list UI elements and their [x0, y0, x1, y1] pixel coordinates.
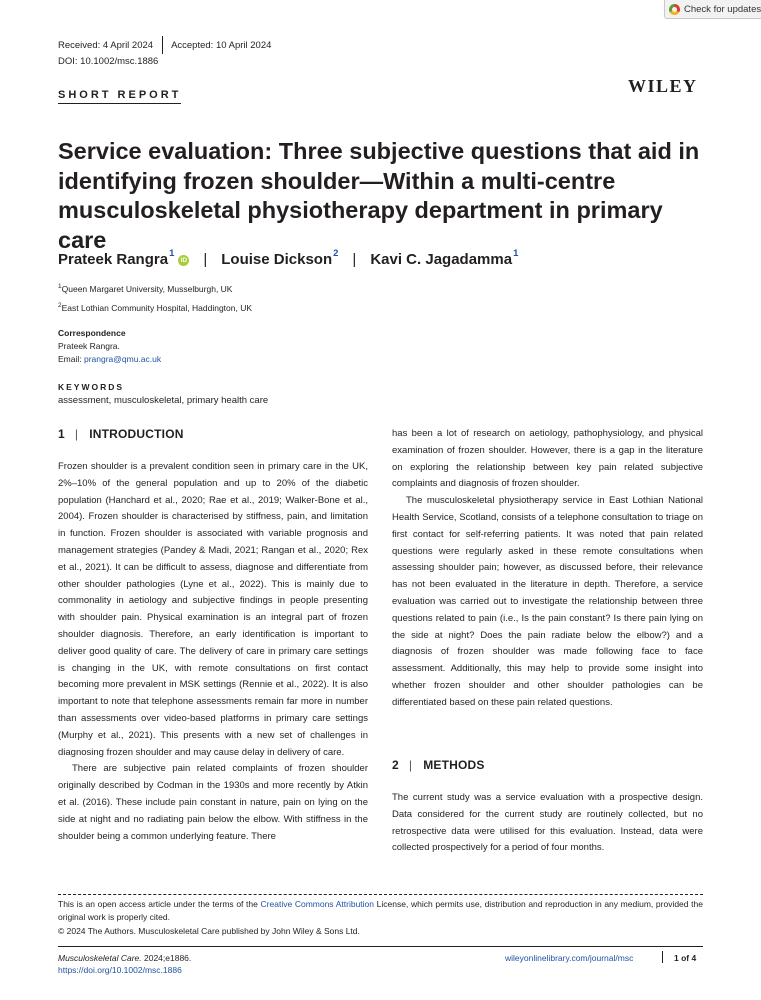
creative-commons-link[interactable]: Creative Commons Attribution	[260, 899, 375, 909]
footer-separator	[662, 951, 663, 963]
journal-site-link[interactable]: wileyonlinelibrary.com/journal/msc	[505, 953, 634, 963]
check-for-updates-label: Check for updates	[684, 3, 761, 15]
accepted-date: Accepted: 10 April 2024	[171, 39, 272, 51]
paragraph: The current study was a service evaluation with a prospective design. Data considered for the current study are routinely collected, but no retrospective data were utilised for this evaluation. Instead, data were collected prospectively for a period of four months.	[392, 792, 703, 854]
orcid-icon[interactable]: iD	[178, 255, 189, 266]
left-column	[58, 459, 368, 845]
correspondence-label: Correspondence	[58, 328, 126, 338]
copyright-notice: © 2024 The Authors. Musculoskeletal Care published by John Wiley & Sons Ltd.	[58, 926, 360, 936]
crossmark-icon	[669, 4, 680, 15]
journal-citation	[58, 953, 191, 963]
paragraph: The musculoskeletal physiotherapy service in East Lothian National Health Service, Scotland, consists of a telephone consultation to triage on first contact for self-referring patients. It was noted that pain related questions were regularly asked in these remote consultations when assessing shoulder pain; however, as discussed before, their relevance has not been evaluated in the literature in depth. Therefore, a service evaluation was carried out to investigate the relationship between three questions related to pain (i.e., Is the pain constant? Is there pain lying on the side at night? Does the pain radiate below the elbow?) and a diagnosis of frozen shoulder was made following face to face assessment. Additionally, this may help to provide some insight into whether frozen shoulder and other shoulder pathologies can be differentiated based on these pain related questions.	[392, 495, 703, 708]
email-label: Email:	[58, 354, 84, 364]
affiliation-number: 2	[58, 302, 62, 309]
author-separator: |	[203, 251, 208, 268]
license-text: License, which permits use, distribution and reproduction in any medium, provided the original work is properly cited.	[58, 899, 703, 922]
author-affiliation-ref[interactable]: 1	[513, 248, 519, 259]
affiliation	[58, 284, 232, 294]
right-column	[392, 426, 703, 712]
page-number: 1 of 4	[674, 953, 697, 963]
publisher-logo: WILEY	[628, 76, 698, 96]
section-number: 2	[392, 758, 399, 772]
footer-divider	[58, 946, 703, 947]
dates-divider	[162, 36, 163, 54]
keywords-text: assessment, musculoskeletal, primary health care	[58, 395, 269, 406]
paragraph: has been a lot of research on aetiology, pathophysiology, and physical examination of frozen shoulder. However, there is a gap in the literature on exploring the relationship between key pain related subjective complaints and diagnosis of frozen shoulder.	[392, 428, 703, 490]
section-divider: |	[74, 427, 79, 441]
author-name[interactable]: Prateek Rangra	[58, 251, 169, 268]
section-heading-methods	[392, 758, 485, 772]
affiliation	[58, 303, 252, 313]
section-number: 1	[58, 427, 65, 441]
affiliation-text: East Lothian Community Hospital, Haddington, UK	[61, 303, 253, 313]
paragraph: Frozen shoulder is a prevalent condition seen in primary care in the UK, 2%–10% of the general population and up to 20% of the diabetic population (Hanchard et al., 2020; Rae et al., 2019; Walker-Bone et al., 2004). Frozen shoulder is characterised by stiffness, pain, and limitation in function. Frozen shoulder is associated with variable prognosis and management strategies (Pandey & Madi, 2021; Rangan et al., 2020; Rex et al., 2021). It can be difficult to assess, diagnose and differentiate from other shoulder pathologies (Lyne et al., 2022). This is mainly due to commonality in aetiology and subjective findings in people presenting with shoulder pain. Physical examination is an integral part of frozen shoulder diagnosis. Therefore, an early identification is important to deliver good quality of care. The delivery of care in primary care settings is changing in the UK, with remote consultations on first contact becoming more prevalent in MSK settings (Rennie et al., 2022). It is also important to note that telephone assessments remain far more in number than assessments over video-based platforms in primary care settings (Murphy et al., 2021). This presents with a new set of challenges in diagnosing frozen shoulder and may cause delay in delivery of care.	[58, 461, 368, 758]
license-notice	[58, 898, 703, 924]
footer-doi-link[interactable]: https://doi.org/10.1002/msc.1886	[58, 965, 182, 975]
check-for-updates-button[interactable]	[664, 0, 761, 19]
section-divider: |	[408, 758, 413, 772]
affiliation-text: Queen Margaret University, Musselburgh, UK	[61, 284, 233, 294]
author-separator: |	[352, 251, 357, 268]
license-text: This is an open access article under the terms of the	[58, 899, 261, 909]
author-affiliation-ref[interactable]: 1	[169, 248, 175, 259]
article-doi: DOI: 10.1002/msc.1886	[58, 56, 159, 67]
article-dates	[58, 36, 271, 54]
author-affiliation-ref[interactable]: 2	[333, 248, 339, 259]
received-date: Received: 4 April 2024	[58, 39, 154, 51]
affiliation-number: 1	[58, 283, 62, 290]
article-title: Service evaluation: Three subjective questions that aid in identifying frozen shoulder—Within a multi-centre musculoskeletal physiotherapy department in primary care	[58, 138, 700, 253]
correspondence-name: Prateek Rangra.	[58, 341, 120, 351]
article-type: SHORT REPORT	[58, 89, 181, 104]
section-title: METHODS	[423, 758, 485, 772]
journal-info: 2024;e1886.	[141, 953, 192, 963]
email-link[interactable]: prangra@qmu.ac.uk	[83, 354, 162, 364]
author-list	[58, 248, 519, 268]
author-name[interactable]: Louise Dickson	[221, 251, 333, 268]
section-heading-introduction	[58, 427, 184, 441]
keywords-heading: KEYWORDS	[58, 382, 125, 392]
author-name[interactable]: Kavi C. Jagadamma	[370, 251, 513, 268]
section-title: INTRODUCTION	[89, 427, 184, 441]
paragraph: There are subjective pain related complaints of frozen shoulder originally described by Codman in the 1930s and more recently by Atkin et al. (2016). These include pain constant in nature, pain on lying on the side at night and no radiating pain below the elbow. With stiffness in the shoulder being a common underlying feature. There	[58, 763, 368, 842]
journal-name: Musculoskeletal Care.	[58, 953, 142, 963]
correspondence-block	[58, 327, 161, 366]
license-divider	[58, 894, 703, 895]
methods-text	[392, 790, 703, 857]
